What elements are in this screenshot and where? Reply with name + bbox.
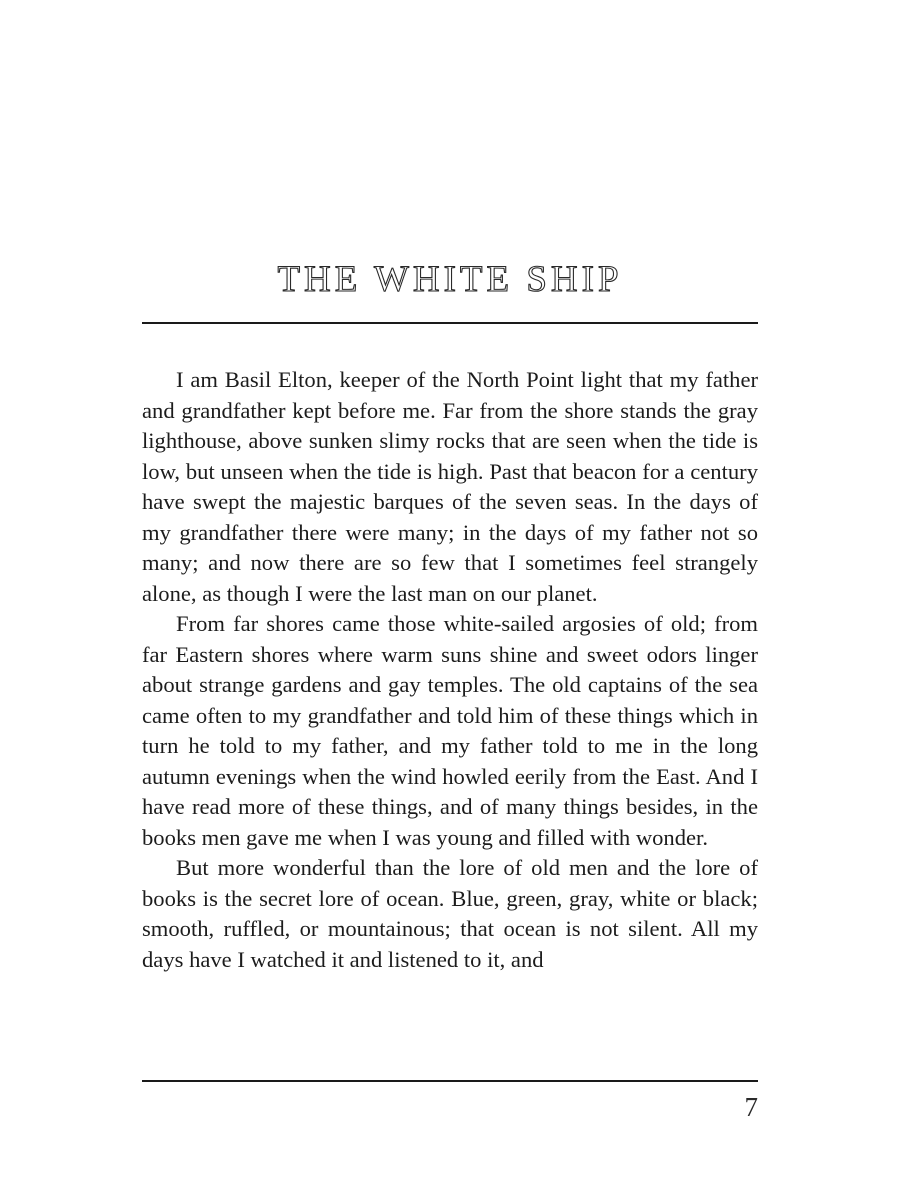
title-rule xyxy=(142,322,758,324)
chapter-title: THE WHITE SHIP xyxy=(277,259,623,300)
paragraph-1: I am Basil Elton, keeper of the North Point light that my father and grandfather kept before me. Far from the shore stands the gray lighthouse, above sunken slimy rocks that are seen when the tide is low, but unseen when the tide is high. Past that beacon for a century have swept the majestic barques of the seven seas. In the days of my grandfather there were many; in the days of my father not so many; and now there are so few that I sometimes feel strangely alone, as though I were the last man on our planet. xyxy=(142,367,758,606)
paragraph-2: From far shores came those white-sailed argosies of old; from far Eastern shores where warm suns shine and sweet odors linger about strange gardens and gay temples. The old captains of the sea came often to my grandfather and told him of these things which in turn he told to my father, and my father told to me in the long autumn evenings when the wind howled eerily from the East. And I have read more of these things, and of many things besides, in the books men gave me when I was young and filled with wonder. xyxy=(142,611,758,850)
footer-rule xyxy=(142,1080,758,1082)
page-number: 7 xyxy=(744,1092,758,1122)
chapter-body xyxy=(142,365,758,975)
paragraph-3: But more wonderful than the lore of old men and the lore of books is the secret lore of ocean. Blue, green, gray, white or black; smooth, ruffled, or mountainous; that ocean is not silent. All my days have I watched it and listened to it, and xyxy=(142,855,758,972)
